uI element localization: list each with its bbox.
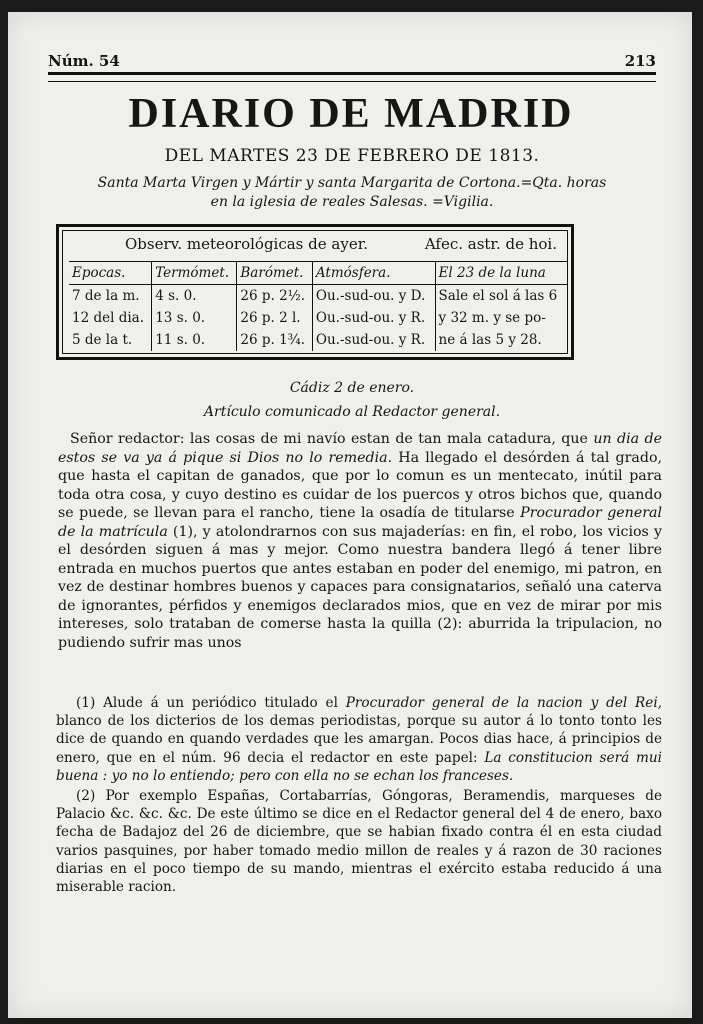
header-rule	[48, 72, 656, 82]
page-number: 213	[624, 52, 656, 70]
cell-atmos: Ou.-sud-ou. y D.	[312, 285, 435, 308]
cell-luna: ne á las 5 y 28.	[435, 329, 567, 351]
weather-box	[56, 224, 574, 360]
saints-of-day	[48, 174, 656, 212]
page-header	[48, 52, 656, 70]
cell-epoca: 12 del dia.	[72, 310, 145, 326]
table-row	[69, 307, 567, 329]
footnote-1-text-b: blanco de los dicterios de los demas periodistas, porque su autor á lo tonto tonto les dice de quando en quando verdades que les amargan. Pocos dias hace, á principios de enero, que en el núm. 96 decia el redactor en este papel:	[56, 713, 662, 766]
saints-line-1: Santa Marta Virgen y Mártir y santa Margarita de Cortona.=Qta. horas	[97, 175, 607, 191]
body-text-3: (1), y atolondrarnos con sus majaderías: en fin, el robo, los vicios y el desórden siguen á mas y mejor. Como nuestra bandera llegó á tener libre entrada en muchos puertos que antes estaban en poder del enemigo, mi patron, en vez de destinar hombres buenos y capaces para consignatarios, señaló una caterva de ignorantes, pérfidos y enemigos declarados mios, que en vez de mirar por mis intereses, solo trataban de comerse hasta la quilla (2): aburrida la tripulacion, no pudiendo sufrir mas unos	[58, 523, 662, 651]
issue-number: Núm. 54	[48, 52, 120, 70]
article-heading: Artículo comunicado al Redactor general.	[203, 404, 501, 420]
col-termometro: Termómet.	[152, 262, 237, 285]
footnotes	[56, 694, 662, 898]
body-text-italic-2: Procurador general de la matrícula	[58, 505, 662, 540]
cell-epoca: 7 de la m.	[72, 288, 140, 304]
table-row	[69, 329, 567, 351]
weather-heading-right: Afec. astr. de hoi.	[424, 235, 557, 253]
weather-box-inner	[62, 230, 568, 354]
newspaper-page	[8, 12, 692, 1018]
footnote-1-italic-a: Procurador general de la nacion y del Rei,	[345, 695, 662, 711]
footnote-1	[56, 694, 662, 785]
article-body	[58, 430, 662, 652]
col-epocas: Epocas.	[69, 262, 152, 285]
masthead-date: DEL MARTES 23 DE FEBRERO DE 1813.	[164, 146, 540, 166]
col-barometro: Barómet.	[237, 262, 313, 285]
cell-luna: y 32 m. y se po-	[435, 307, 567, 329]
masthead-title: DIARIO DE MADRID	[128, 91, 574, 137]
footnote-2: (2) Por exemplo Españas, Cortabarrías, Góngoras, Beramendis, marqueses de Palacio &c. &c. &c. De este último se dice en el Redactor general del 4 de enero, baxo fecha de Badajoz del 26 de diciembre, que se habian fixado contra él en esta ciudad varios pasquines, por haber tomado medio millon de reales y á razon de 30 raciones diarias en el poco tiempo de su mando, mientras el exército estaba reducido á una miserable racion.	[56, 788, 662, 896]
body-text-1: Señor redactor: las cosas de mi navío estan de tan mala catadura, que	[70, 431, 594, 447]
weather-heading-left: Observ. meteorológicas de ayer.	[125, 235, 368, 253]
cell-termo: 13 s. 0.	[152, 307, 237, 329]
cell-baro: 26 p. 1¾.	[237, 329, 313, 351]
footnote-1-italic-b: La constitucion será mui buena : yo no lo entiendo; pero con ella no se echan los franceses.	[56, 749, 662, 784]
cell-atmos: Ou.-sud-ou. y R.	[312, 307, 435, 329]
cell-atmos: Ou.-sud-ou. y R.	[312, 329, 435, 351]
weather-table	[69, 261, 567, 351]
cell-termo: 11 s. 0.	[152, 329, 237, 351]
cell-epoca: 5 de la t.	[72, 332, 133, 348]
col-luna: El 23 de la luna	[435, 262, 567, 285]
body-text-italic-1: un dia de estos se va ya á pique si Dios no lo remedia.	[58, 431, 662, 466]
weather-box-heading	[63, 231, 567, 255]
saints-line-2: en la iglesia de reales Salesas. =Vigilia.	[210, 194, 494, 210]
footnote-1-text-a: (1) Alude á un periódico titulado el	[76, 695, 346, 711]
cell-baro: 26 p. 2 l.	[237, 307, 313, 329]
table-row	[69, 285, 567, 308]
cell-baro: 26 p. 2½.	[237, 285, 313, 308]
article-dateline: Cádiz 2 de enero.	[289, 380, 415, 396]
cell-termo: 4 s. 0.	[152, 285, 237, 308]
cell-luna: Sale el sol á las 6	[435, 285, 567, 308]
col-atmosfera: Atmósfera.	[312, 262, 435, 285]
weather-header-row	[69, 262, 567, 285]
body-text-2: Ha llegado el desórden á tal grado, que hasta el capitan de ganados, que por lo comun es un mentecato, inútil para toda otra cosa, y cuyo destino es cuidar de los puercos y otros bichos que, quando se puede, se llevan para el rancho, tiene la osadía de titularse	[58, 449, 663, 521]
